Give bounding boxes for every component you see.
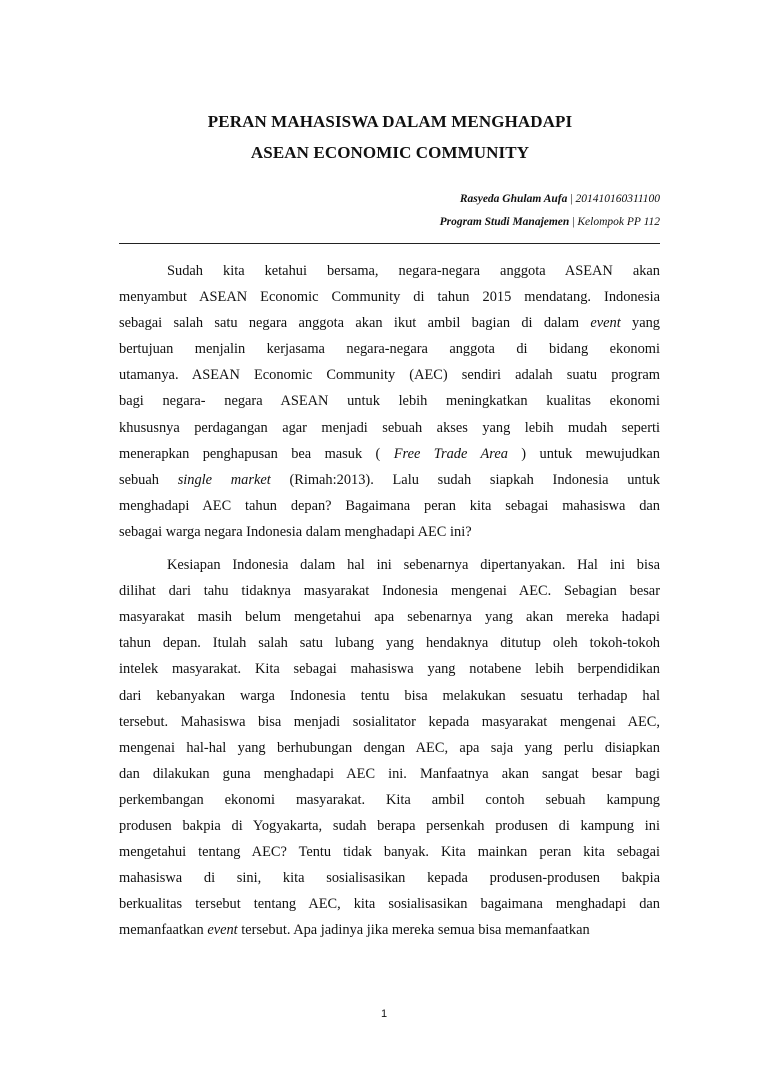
text-line: berkualitas tersebut tentang AEC, kita sosialisasikan bagaimana menghadapi dan (119, 896, 660, 913)
text-line: menyambut ASEAN Economic Community di tahun 2015 mendatang. Indonesia (119, 289, 660, 306)
text-line: khususnya perdagangan agar menjadi sebuah akses yang lebih mudah seperti (119, 419, 660, 436)
text-line: sebagai warga negara Indonesia dalam menghadapi AEC ini? (119, 523, 472, 540)
text-line: sebagai salah satu negara anggota akan ikut ambil bagian di dalam event yang (119, 315, 660, 332)
paragraph (119, 552, 660, 943)
text-line: tersebut. Mahasiswa bisa menjadi sosialitator kepada masyarakat mengenai AEC, (119, 713, 660, 730)
text-line: dan dilakukan guna menghadapi AEC ini. Manfaatnya akan sangat besar bagi (119, 765, 660, 782)
title-line-2: ASEAN ECONOMIC COMMUNITY (250, 143, 530, 162)
italic-term: single market (177, 471, 271, 488)
italic-term: event (590, 315, 621, 332)
text-line: menghadapi AEC tahun depan? Bagaimana peran kita sebagai mahasiswa dan (119, 497, 660, 514)
author-name: Rasyeda Ghulam Aufa (459, 193, 568, 205)
text-line: utamanya. ASEAN Economic Community (AEC) sendiri adalah suatu program (119, 367, 660, 384)
author-line (460, 193, 660, 205)
title-line-1: PERAN MAHASISWA DALAM MENGHADAPI (207, 112, 573, 131)
header-divider (119, 243, 660, 244)
text-line: produsen bakpia di Yogyakarta, sudah berapa persenkah produsen di kampung ini (119, 817, 660, 834)
text-line: intelek masyarakat. Kita sebagai mahasiswa yang notabene lebih berpendidikan (119, 661, 660, 678)
text-line: dari kebanyakan warga Indonesia tentu bisa melakukan sesuatu terhadap hal (119, 687, 660, 704)
text-line: sebuah single market (Rimah:2013). Lalu sudah siapkah Indonesia untuk (119, 471, 661, 488)
italic-term: event (207, 922, 238, 939)
study-program: Program Studi Manajemen (439, 216, 570, 228)
separator: | (570, 193, 573, 205)
page-number: 1 (380, 1008, 388, 1020)
body-text (119, 258, 660, 950)
text-line: mengetahui tentang AEC? Tentu tidak banyak. Kita mainkan peran kita sebagai (119, 844, 660, 861)
program-line (440, 216, 660, 228)
italic-term: Free Trade Area (393, 445, 508, 462)
text-line: bagi negara- negara ASEAN untuk lebih meningkatkan kualitas ekonomi (119, 393, 660, 410)
group-name: Kelompok PP 112 (577, 216, 660, 228)
text-line: perkembangan ekonomi masyarakat. Kita ambil contoh sebuah kampung (119, 791, 660, 808)
text-line: Kesiapan Indonesia dalam hal ini sebenarnya dipertanyakan. Hal ini bisa (167, 557, 660, 574)
text-line: menerapkan penghapusan bea masuk ( Free Trade Area ) untuk mewujudkan (119, 445, 660, 462)
text-line: mengenai hal-hal yang berhubungan dengan AEC, apa saja yang perlu disiapkan (119, 739, 660, 756)
text-line: Sudah kita ketahui bersama, negara-negara anggota ASEAN akan (167, 263, 660, 279)
paragraph (119, 258, 660, 545)
text-line: bertujuan menjalin kerjasama negara-negara anggota di bidang ekonomi (119, 341, 660, 358)
text-line: dilihat dari tahu tidaknya masyarakat Indonesia mengenai AEC. Sebagian besar (119, 583, 660, 600)
separator: | (572, 216, 575, 228)
student-id: 201410160311100 (575, 193, 660, 205)
text-line: tahun depan. Itulah salah satu lubang yang hendaknya ditutup oleh tokoh-tokoh (119, 635, 660, 652)
text-line: masyarakat masih belum mengetahui apa sebenarnya yang akan mereka hadapi (119, 609, 660, 626)
text-line: memanfaatkan event tersebut. Apa jadinya jika mereka semua bisa memanfaatkan (119, 922, 590, 939)
text-line: mahasiswa di sini, kita sosialisasikan kepada produsen-produsen bakpia (119, 870, 660, 887)
